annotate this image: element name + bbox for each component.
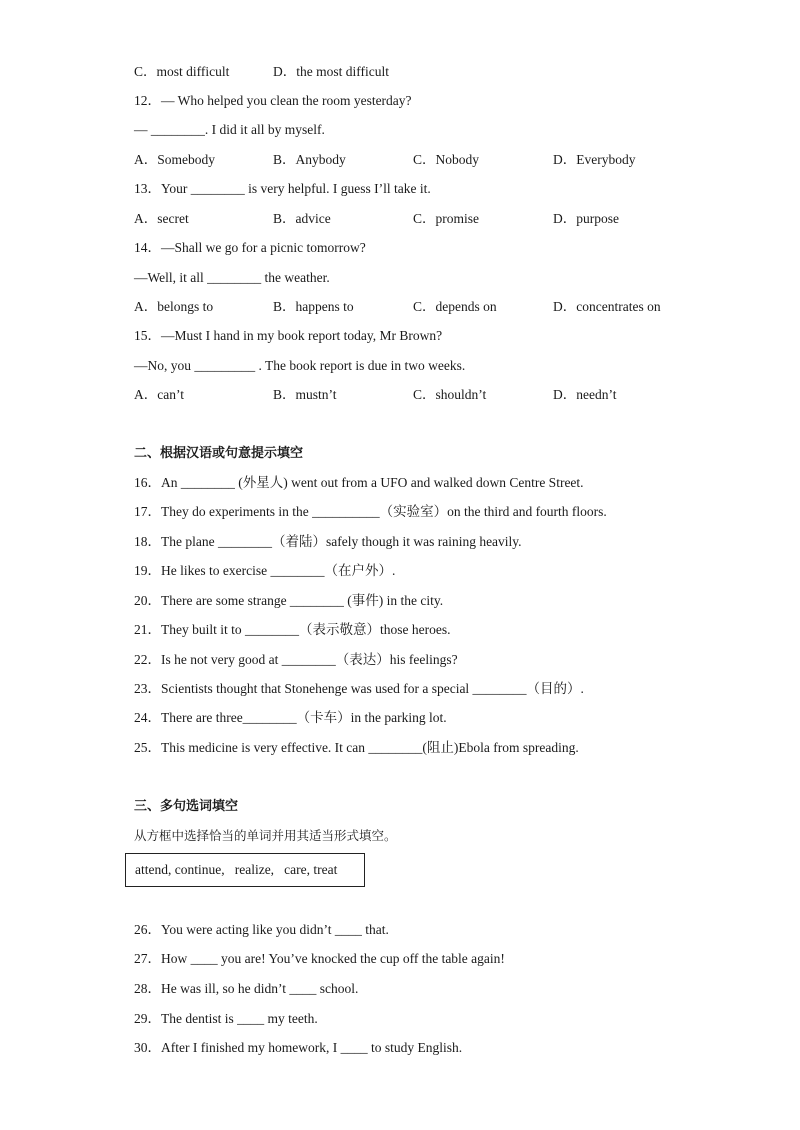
question-26: 26．You were acting like you didn’t ____ that. bbox=[134, 922, 389, 937]
question-27: 27．How ____ you are! You’ve knocked the cup off the table again! bbox=[134, 951, 505, 966]
question-30: 30．After I finished my homework, I ____ to study English. bbox=[134, 1040, 463, 1055]
option-b: B．mustn’t bbox=[273, 387, 337, 402]
question-21: 21．They built it to ________（表示敬意）those heroes. bbox=[134, 622, 451, 637]
option-d: D．Everybody bbox=[553, 152, 636, 167]
question-29: 29．The dentist is ____ my teeth. bbox=[134, 1011, 318, 1026]
section-heading: 二、根据汉语或句意提示填空 bbox=[134, 446, 304, 461]
option-d: D．needn’t bbox=[553, 387, 617, 402]
question-23: 23．Scientists thought that Stonehenge was used for a special ________（目的）. bbox=[134, 681, 584, 696]
question-28: 28．He was ill, so he didn’t ____ school. bbox=[134, 981, 359, 996]
option-c: C．most difficult bbox=[134, 64, 230, 79]
option-b: B．happens to bbox=[273, 299, 354, 314]
question-15-answer: —No, you _________ . The book report is due in two weeks. bbox=[134, 358, 466, 373]
option-d: D．purpose bbox=[553, 211, 619, 226]
question-20: 20．There are some strange ________ (事件) in the city. bbox=[134, 593, 444, 608]
option-c: C．shouldn’t bbox=[413, 387, 487, 402]
section-heading: 三、多句选词填空 bbox=[134, 799, 239, 814]
section-instruction: 从方框中选择恰当的单词并用其适当形式填空。 bbox=[134, 828, 397, 843]
option-a: A．Somebody bbox=[134, 152, 215, 167]
question-17: 17．They do experiments in the __________（实验室）on the third and fourth floors. bbox=[134, 504, 607, 519]
question-25: 25．This medicine is very effective. It can ________(阻止)Ebola from spreading. bbox=[134, 740, 579, 755]
question-15: 15．—Must I hand in my book report today, Mr Brown? bbox=[134, 328, 443, 343]
option-c: C．promise bbox=[413, 211, 479, 226]
question-12-answer: — ________. I did it all by myself. bbox=[134, 122, 325, 137]
question-24: 24．There are three________（卡车）in the parking lot. bbox=[134, 710, 447, 725]
option-a: A．belongs to bbox=[134, 299, 214, 314]
option-d: D．the most difficult bbox=[273, 64, 389, 79]
option-b: B．Anybody bbox=[273, 152, 346, 167]
word-box bbox=[125, 853, 365, 887]
option-a: A．can’t bbox=[134, 387, 184, 402]
question-19: 19．He likes to exercise ________（在户外）. bbox=[134, 563, 396, 578]
question-16: 16．An ________ (外星人) went out from a UFO and walked down Centre Street. bbox=[134, 475, 584, 490]
question-12: 12．— Who helped you clean the room yesterday? bbox=[134, 93, 412, 108]
question-14-answer: —Well, it all ________ the weather. bbox=[134, 270, 330, 285]
option-d: D．concentrates on bbox=[553, 299, 661, 314]
question-22: 22．Is he not very good at ________（表达）his feelings? bbox=[134, 652, 458, 667]
option-a: A．secret bbox=[134, 211, 189, 226]
option-b: B．advice bbox=[273, 211, 331, 226]
option-c: C．depends on bbox=[413, 299, 497, 314]
question-14: 14．—Shall we go for a picnic tomorrow? bbox=[134, 240, 366, 255]
option-c: C．Nobody bbox=[413, 152, 480, 167]
question-13: 13．Your ________ is very helpful. I guess I’ll take it. bbox=[134, 181, 431, 196]
question-18: 18．The plane ________（着陆）safely though it was raining heavily. bbox=[134, 534, 522, 549]
word-box-text: attend, continue, realize, care, treat bbox=[135, 862, 338, 877]
